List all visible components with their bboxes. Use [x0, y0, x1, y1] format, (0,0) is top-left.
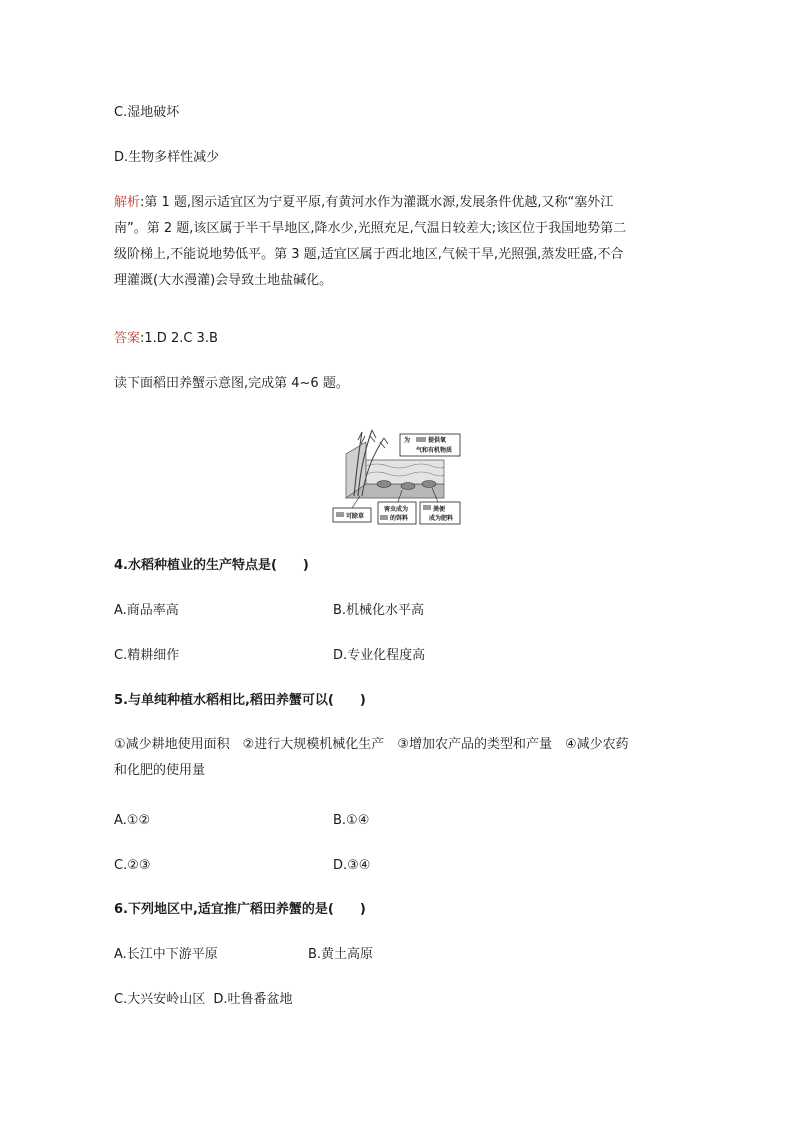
option-d-prev: D.生物多样性减少	[114, 150, 220, 165]
q4-option-c[interactable]: C.精耕细作	[114, 648, 180, 663]
fig-label-top-2: 提供氧	[428, 437, 447, 444]
fig-label-bottom-right-1: 粪便	[433, 506, 446, 513]
fig-label-top-1: 为	[404, 437, 411, 444]
analysis-label: 解析	[114, 195, 141, 210]
fig-label-top-3: 气和有机物质	[416, 447, 453, 454]
q5-option-c[interactable]: C.②③	[114, 858, 151, 873]
fig-label-bottom-mid-1: 害虫成为	[384, 506, 409, 513]
intro-text: 读下面稻田养蟹示意图,完成第 4~6 题。	[114, 376, 349, 391]
question-5-options-row-1	[114, 812, 370, 830]
question-4-options-row-1	[114, 602, 425, 620]
question-6-options-row-1	[114, 946, 374, 964]
q5-option-d[interactable]: D.③④	[333, 858, 371, 873]
q4-option-b[interactable]: B.机械化水平高	[333, 603, 425, 618]
q6-option-a[interactable]: A.长江中下游平原	[114, 947, 218, 962]
q6-option-d[interactable]: D.吐鲁番盆地	[213, 992, 293, 1007]
question-5-items	[114, 732, 684, 784]
answer-line	[114, 330, 218, 348]
answer-value: :1.D 2.C 3.B	[140, 331, 218, 346]
analysis-line-1: 解析:第 1 题,图示适宜区为宁夏平原,有黄河水作为灌溉水源,发展条件优越,又称“塞外江	[114, 195, 614, 210]
q6-option-c[interactable]: C.大兴安岭山区	[114, 992, 206, 1007]
q5-items-line-1: ①减少耕地使用面积 ②进行大规模机械化生产 ③增加农产品的类型和产量 ④减少农药	[114, 737, 629, 752]
q4-option-d[interactable]: D.专业化程度高	[333, 648, 426, 663]
analysis-line-3: 级阶梯上,不能说地势低平。第 3 题,适宜区属于西北地区,气候干旱,光照强,蒸发旺盛,不合	[114, 247, 624, 262]
question-5-stem: 5.与单纯种植水稻相比,稻田养蟹可以( )	[114, 693, 366, 708]
q6-option-b[interactable]: B.黄土高原	[308, 947, 374, 962]
analysis-line-2: 南”。第 2 题,该区属于半干旱地区,降水少,光照充足,气温日较差大;该区位于我国地势第二	[114, 221, 627, 236]
question-4-stem: 4.水稻种植业的生产特点是( )	[114, 558, 309, 573]
fig-label-bottom-left: 可除草	[346, 513, 365, 520]
q5-option-a[interactable]: A.①②	[114, 813, 151, 828]
option-c-prev: C.湿地破坏	[114, 105, 180, 120]
q5-items-line-2: 和化肥的使用量	[114, 763, 206, 778]
rice-crab-diagram	[332, 426, 462, 528]
question-6-options-row-2	[114, 991, 293, 1009]
q5-option-b[interactable]: B.①④	[333, 813, 370, 828]
question-6-stem: 6.下列地区中,适宜推广稻田养蟹的是( )	[114, 902, 366, 917]
question-4-options-row-2	[114, 647, 426, 665]
question-5-options-row-2	[114, 857, 371, 875]
answer-label: 答案	[114, 331, 141, 346]
analysis-line-4: 理灌溉(大水漫灌)会导致土地盐碱化。	[114, 273, 333, 288]
fig-label-bottom-mid-2: 的饵料	[390, 515, 409, 522]
q4-option-a[interactable]: A.商品率高	[114, 603, 179, 618]
analysis-paragraph	[114, 190, 684, 294]
fig-label-bottom-right-2: 成为肥料	[429, 515, 454, 522]
